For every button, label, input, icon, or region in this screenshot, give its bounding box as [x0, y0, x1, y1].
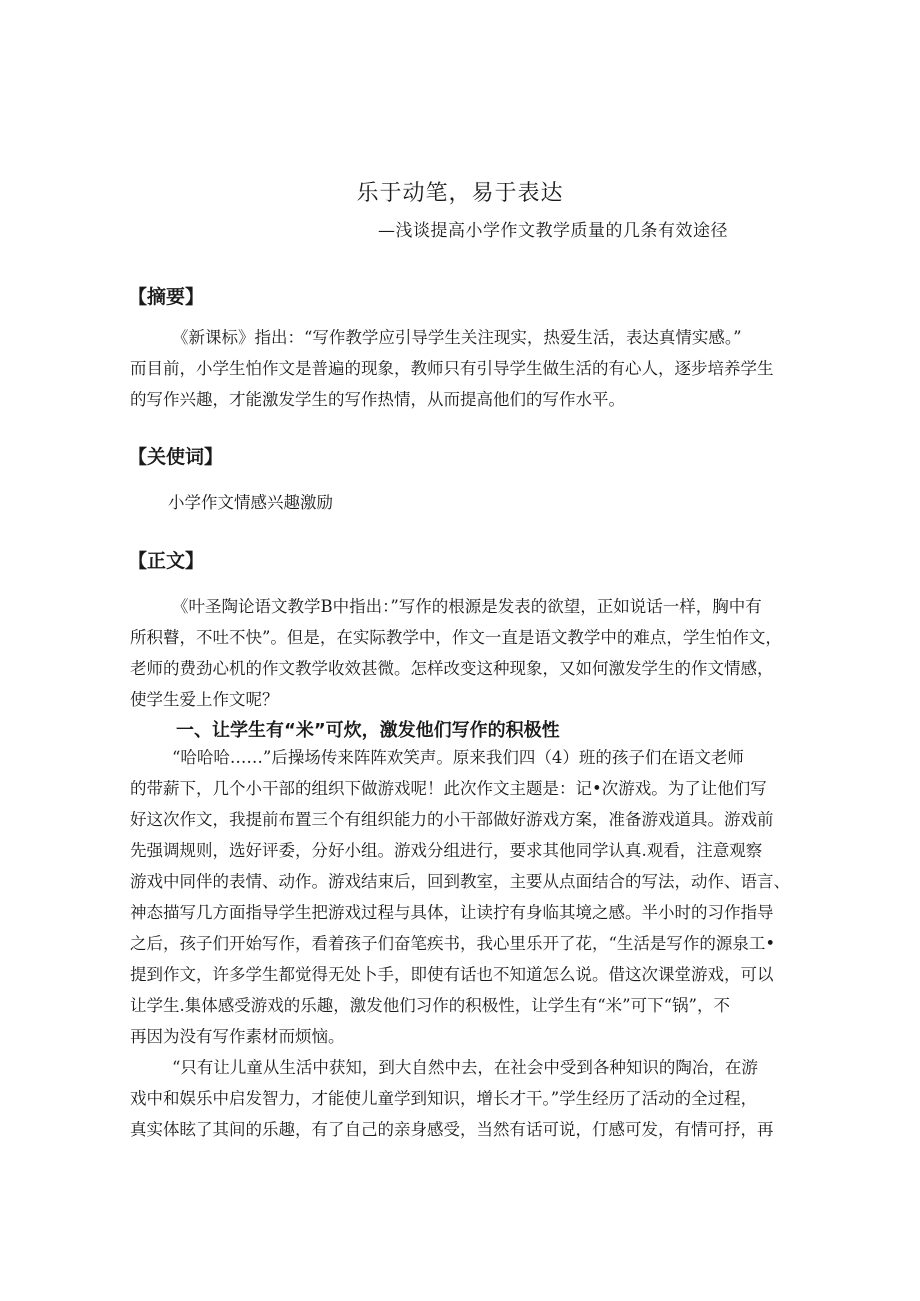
intro-paragraph [130, 591, 792, 715]
text-line: 《叶圣陶论语文教学B中指出：”写作的根源是发表的欲望，正如说话一样，胸中有 [172, 597, 762, 616]
text-line: 老师的费劲心机的作文教学收效甚微。怎样改变这种现象，又如何激发学生的作文情感， [130, 659, 774, 678]
text-line: 的写作兴趣，才能激发学生的写作热情，从而提高他们的写作水平。 [130, 390, 625, 409]
abstract-paragraph [130, 322, 792, 415]
text-line: 《新课标》指出：“写作教学应引导学生关注现实，热爱生活，表达真情实感。” [172, 328, 742, 347]
text-line: 游戏中同伴的表情、动作。游戏结束后，回到教室，主要从点面结合的写法，动作、语言、 [130, 872, 790, 891]
text-line: 让学生.集体感受游戏的乐趣，激发他们习作的积极性，让学生有“米”可下“锅”，不 [130, 996, 730, 1015]
section-1-paragraph-1 [130, 742, 792, 1052]
abstract-heading: 【摘要】 [128, 286, 205, 308]
page-title: 乐于动笔，易于表达 [356, 181, 564, 206]
keywords-text [168, 487, 830, 518]
text-line: 使学生爱上作文呢？ [130, 690, 279, 709]
page-subtitle: —浅谈提高小学作文教学质量的几条有效途径 [378, 221, 728, 241]
text-line: 好这次作文，我提前布置三个有组织能力的小干部做好游戏方案，准备游戏道具。游戏前 [130, 810, 774, 829]
text-line: 再因为没有写作素材而烦恼。 [130, 1027, 345, 1046]
text-line: 提到作文，许多学生都觉得无处卜手，即使有话也不知道怎么说。借这次课堂游戏，可以 [130, 965, 774, 984]
section-1-paragraph-2 [130, 1052, 792, 1145]
keywords-heading: 【关使词】 [128, 446, 224, 468]
section-1-title: 一、让学生有“米”可炊，激发他们写作的积极性 [176, 720, 560, 741]
text-line: “哈哈哈……”后操场传来阵阵欢笑声。原来我们四（4）班的孩子们在语文老师 [172, 748, 744, 767]
text-line: 而目前，小学生怕作文是普遍的现象，教师只有引导学生做生活的有心人，逐步培养学生 [130, 359, 774, 378]
text-line: 真实体眩了其间的乐趣，有了自己的亲身感受，当然有话可说，仃感可发，有情可抒，再 [130, 1120, 774, 1139]
text-line: 小学作文情感兴趣激励 [168, 493, 333, 512]
text-line: 先强调规则，选好评委，分好小组。游戏分组进行，要求其他同学认真.观看，注意观察 [130, 841, 763, 860]
text-line: “只有让儿童从生活中获知，到大自然中去，在社会中受到各种知识的陶冶，在游 [172, 1058, 758, 1077]
text-line: 的带薪下，几个小干部的组织下做游戏呢！此次作文主题是：记•次游戏。为了让他们写 [130, 779, 767, 798]
text-line: 之后，孩子们开始写作，看着孩子们奋笔疾书，我心里乐开了花，“生活是写作的源泉工• [130, 934, 776, 953]
text-line: 所积瞽，不吐不快”。但是，在实际教学中，作文一直是语文教学中的难点，学生怕作文， [130, 628, 782, 647]
text-line: 戏中和娱乐中启发智力，才能使儿童学到知识，增长才干。”学生经历了活动的全过程， [130, 1089, 758, 1108]
body-heading: 【正文】 [128, 550, 205, 572]
text-line: 神态描写几方面指导学生把游戏过程与具体，让读拧有身临其境之感。半小时的习作指导 [130, 903, 774, 922]
